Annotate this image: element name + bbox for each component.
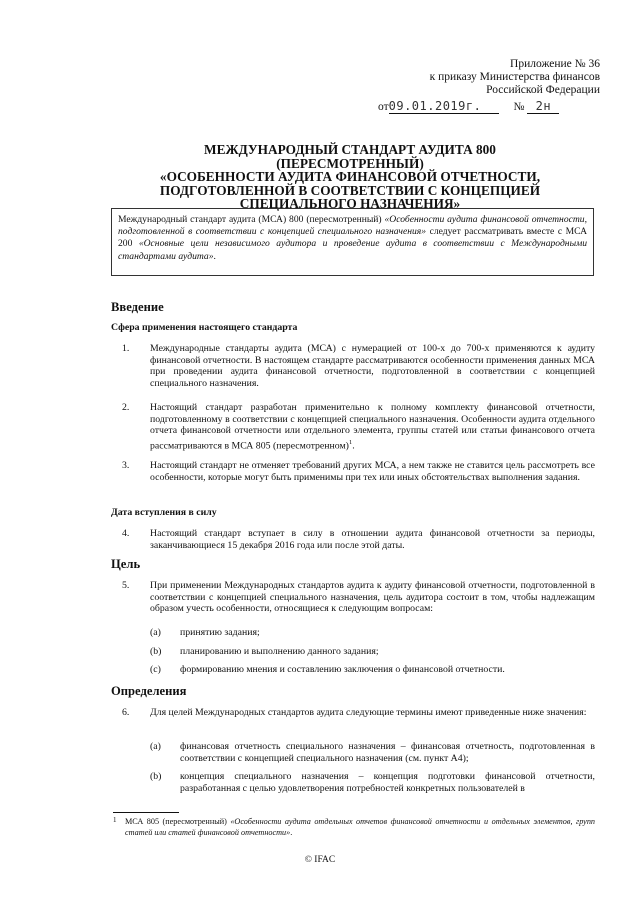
footnote-end: . (290, 828, 293, 837)
para-5-number: 5. (122, 580, 130, 591)
title-line-2: «ОСОБЕННОСТИ АУДИТА ФИНАНСОВОЙ ОТЧЕТНОСТИ, (159, 169, 541, 184)
para-2-end: . (352, 440, 355, 452)
appendix-line-2: к приказу Министерства финансов (429, 71, 600, 83)
para-4: Настоящий стандарт вступает в силу в отношении аудита финансовой отчетности за периоды, заканчивающиеся 15 декабря 2016 года или после этой даты. (150, 528, 595, 551)
footnote-ref[interactable]: 1 (348, 438, 353, 446)
date-prefix: от (378, 101, 389, 113)
objective-heading: Цель (111, 557, 141, 571)
para-6: Для целей Международных стандартов аудита следующие термины имеют приведенные ниже значения: (150, 707, 587, 718)
definition-item-b-label: (b) (150, 771, 162, 782)
para-2 (150, 402, 595, 452)
footnote-mark: 1 (113, 816, 117, 824)
definitions-heading: Определения (111, 684, 187, 698)
number-label: № (513, 101, 525, 113)
objective-item-b: планированию и выполнению данного задания; (180, 646, 379, 657)
box-text-4: «Основные цели независимого аудитора и проведение аудита в соответствии с Международными стандартами аудита» (118, 238, 587, 262)
objective-item-c-label: (c) (150, 664, 161, 675)
order-date-line (378, 99, 559, 114)
intro-heading: Введение (111, 300, 164, 314)
date-value: 09.01.2019г. (389, 99, 499, 114)
para-4-number: 4. (122, 528, 130, 539)
footnote-italic: «Особенности аудита отдельных отчетов финансовой отчетности и отдельных элементов, групп статей или статей финансовой отчетности» (125, 817, 596, 837)
title-line-1: МЕЖДУНАРОДНЫЙ СТАНДАРТ АУДИТА 800 (ПЕРЕСМОТРЕННЫЙ) (204, 142, 496, 171)
number-value: 2н (527, 99, 559, 114)
title-line-3: ПОДГОТОВЛЕННОЙ В СООТВЕТСТВИИ С КОНЦЕПЦИЕЙ (159, 182, 541, 198)
definition-item-a-label: (a) (150, 741, 161, 752)
objective-item-c: формированию мнения и составлению заключения о финансовой отчетности. (180, 664, 505, 675)
standard-note-box (111, 208, 594, 276)
footnote-lead: МСА 805 (пересмотренный) (125, 817, 231, 826)
para-6-number: 6. (122, 707, 130, 718)
footnote-separator (113, 812, 179, 813)
definition-item-b: концепция специального назначения – концепция подготовки финансовой отчетности, разработанная с целью удовлетворения потребностей конкретных пользователей в (180, 771, 595, 794)
para-1: Международные стандарты аудита (МСА) с нумерацией от 100-х до 700-х применяются к аудиту финансовой отчетности. В настоящем стандарте рассматриваются особенности применения данных МСА при проведении аудита финансовой отчетности, подготовленной в соответствии с концепцией специального назначения. (150, 343, 595, 389)
footnote (125, 816, 595, 838)
box-text-5: . (213, 250, 216, 262)
para-5: При применении Международных стандартов аудита к аудиту финансовой отчетности, подготовленной в соответствии с концепцией специального назначения, цель аудитора состоит в том, чтобы надлежащим образом учесть особенности, относящиеся к следующим вопросам: (150, 580, 595, 615)
objective-item-b-label: (b) (150, 646, 162, 657)
page-footer: © IFAC (304, 855, 336, 865)
appendix-line-3: Российской Федерации (486, 84, 600, 96)
objective-item-a: принятию задания; (180, 627, 260, 638)
box-text-1: Международный стандарт аудита (МСА) 800 (пересмотренный) (118, 214, 385, 225)
box-text-3: следует рассматривать вместе с МСА 200 (118, 226, 587, 250)
para-3-number: 3. (122, 460, 130, 471)
objective-item-a-label: (a) (150, 627, 161, 638)
para-2-text: Настоящий стандарт разработан применительно к полному комплекту финансовой отчетности, подготовленному в соответствии с концепцией специального назначения. Особенности аудита отдельного отчета финансовой отчетности или отдельного элемента, группы статей или статьи финансового отчета рассматриваются в МСА 805 (пересмотренном) (150, 402, 595, 452)
appendix-block (330, 58, 600, 97)
para-1-number: 1. (122, 343, 130, 354)
page-title (130, 143, 570, 211)
title-line-4: СПЕЦИАЛЬНОГО НАЗНАЧЕНИЯ» (239, 196, 461, 211)
para-3: Настоящий стандарт не отменяет требований других МСА, а нем также не ставится цель рассмотреть все особенности, которые могут быть применимы при тех или иных обстоятельствах выполнения задания. (150, 460, 595, 483)
appendix-line-1: Приложение № 36 (510, 58, 600, 70)
para-2-number: 2. (122, 402, 130, 413)
box-text-2: «Особенности аудита финансовой отчетности, подготовленной в соответствии с концепцией специального назначения» (118, 214, 587, 238)
scope-subheading: Сфера применения настоящего стандарта (111, 322, 298, 333)
definition-item-a: финансовая отчетность специального назначения – финансовая отчетность, подготовленная в соответствии с концепцией специального назначения (см. пункт А4); (180, 741, 595, 764)
effective-date-subheading: Дата вступления в силу (111, 507, 217, 518)
